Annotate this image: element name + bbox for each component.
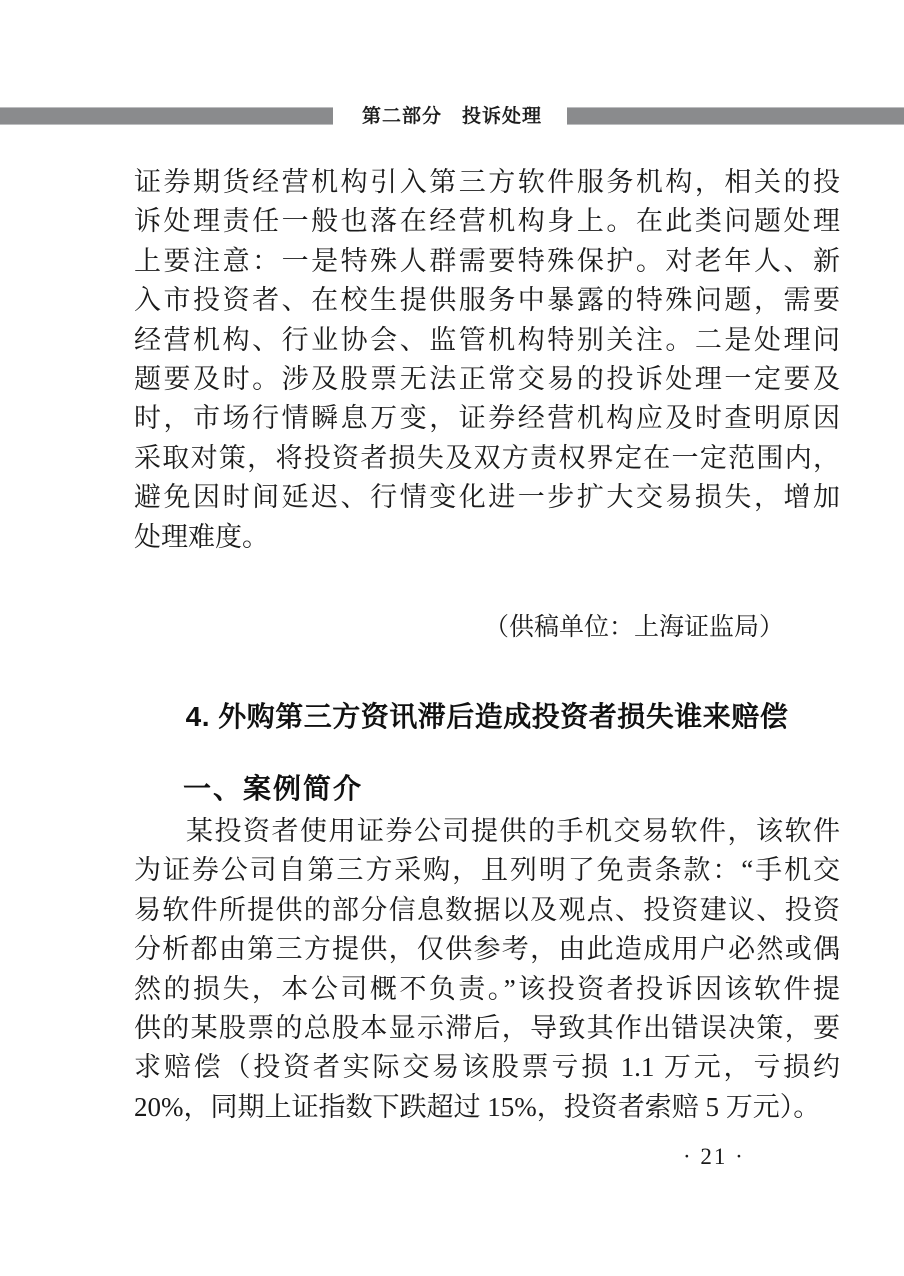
text-line: 采取对策，将投资者损失及双方责权界定在一定范围内， xyxy=(134,442,840,473)
section-heading: 4. 外购第三方资讯滞后造成投资者损失谁来赔偿 xyxy=(185,701,789,732)
text-line: 为证券公司自第三方采购，且列明了免责条款：“手机交 xyxy=(134,855,840,886)
text-line: 供的某股票的总股本显示滞后，导致其作出错误决策，要 xyxy=(134,1012,840,1043)
text-line: 某投资者使用证券公司提供的手机交易软件，该软件 xyxy=(186,816,840,846)
text-line: 分析都由第三方提供，仅供参考，由此造成用户必然或偶 xyxy=(134,934,840,965)
case-intro-paragraph xyxy=(134,812,840,1127)
text-line: 处理难度。 xyxy=(134,521,269,552)
header-title: 第二部分 投诉处理 xyxy=(361,106,542,127)
page-number: · 21 · xyxy=(683,1144,745,1169)
subsection-heading: 一、案例简介 xyxy=(183,773,364,804)
text-line: 20%，同期上证指数下跌超过 15%，投资者索赔 5 万元）。 xyxy=(134,1091,821,1122)
text-line: 时，市场行情瞬息万变，证券经营机构应及时查明原因 xyxy=(134,403,840,434)
text-line: 题要及时。涉及股票无法正常交易的投诉处理一定要及 xyxy=(134,363,840,394)
text-line: 然的损失，本公司概不负责。”该投资者投诉因该软件提 xyxy=(134,973,840,1004)
text-line: 上要注意：一是特殊人群需要特殊保护。对老年人、新 xyxy=(134,245,840,276)
paragraph-continuation xyxy=(134,163,840,557)
text-line: 易软件所提供的部分信息数据以及观点、投资建议、投资 xyxy=(134,894,840,925)
text-line: 诉处理责任一般也落在经营机构身上。在此类问题处理 xyxy=(134,206,840,237)
text-line: 证券期货经营机构引入第三方软件服务机构，相关的投 xyxy=(134,167,840,197)
text-line: 求赔偿（投资者实际交易该股票亏损 1.1 万元，亏损约 xyxy=(134,1052,840,1083)
text-line: 入市投资者、在校生提供服务中暴露的特殊问题，需要 xyxy=(134,285,840,316)
attribution-line: （供稿单位：上海证监局） xyxy=(483,614,784,641)
text-line: 经营机构、行业协会、监管机构特别关注。二是处理问 xyxy=(134,324,840,355)
text-line: 避免因时间延迟、行情变化进一步扩大交易损失，增加 xyxy=(134,482,840,513)
